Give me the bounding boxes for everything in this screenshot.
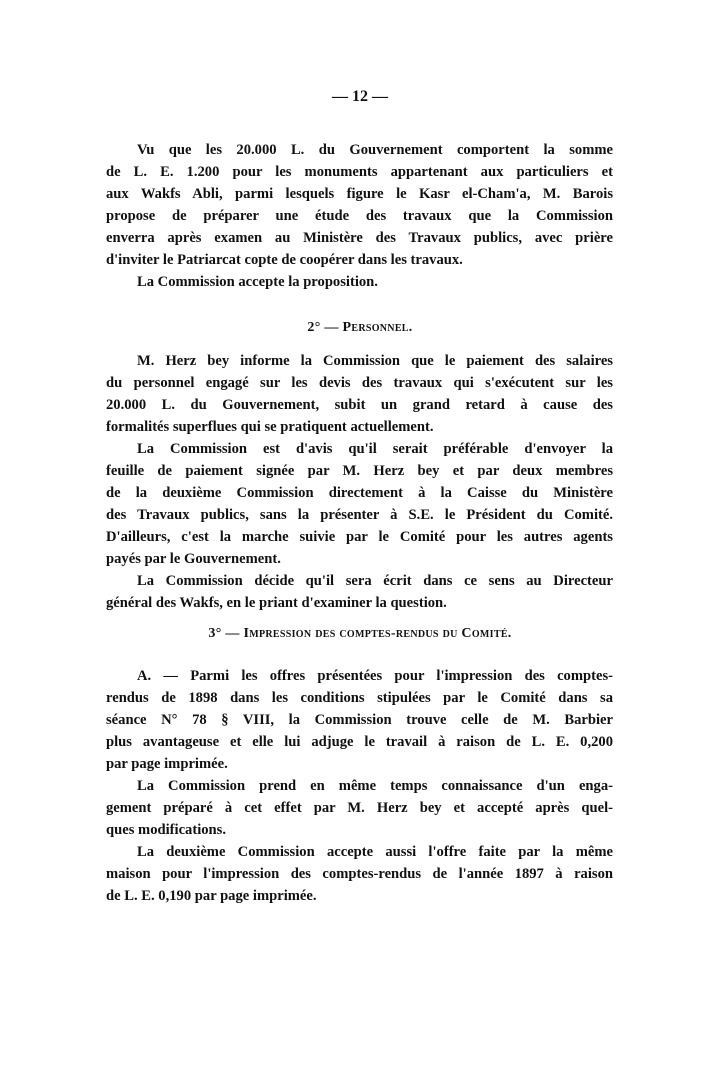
text-line: propose de préparer une étude des travaux que la Commission: [106, 208, 613, 224]
text-line: d'inviter le Patriarcat copte de coopérer dans les travaux.: [106, 252, 463, 268]
text-line: formalités superflues qui se pratiquent actuellement.: [106, 419, 434, 435]
text-line: La Commission décide qu'il sera écrit dans ce sens au Directeur: [137, 573, 613, 589]
text-line: séance N° 78 § VIII, la Commission trouve celle de M. Barbier: [106, 712, 613, 728]
section-body: [106, 350, 613, 614]
text-line: de L. E. 0,190 par page imprimée.: [106, 888, 317, 904]
text-line: général des Wakfs, en le priant d'examiner la question.: [106, 595, 447, 611]
page-number: — 12 —: [332, 88, 388, 105]
paragraph: [106, 775, 613, 841]
text-line: gement préparé à cet effet par M. Herz bey et accepté après quel-: [106, 800, 613, 816]
text-line: A. — Parmi les offres présentées pour l'impression des comptes-: [137, 668, 613, 684]
section-body: [106, 665, 613, 907]
text-line: ques modifications.: [106, 822, 227, 838]
text-line: 20.000 L. du Gouvernement, subit un grand retard à cause des: [106, 397, 613, 413]
text-line: payés par le Gouvernement.: [106, 551, 281, 567]
paragraph: [106, 139, 613, 271]
text-line: La deuxième Commission accepte aussi l'offre faite par la même: [137, 844, 613, 860]
text-line: enverra après examen au Ministère des Travaux publics, avec prière: [106, 230, 613, 246]
paragraph: [106, 841, 613, 907]
text-line: plus avantageuse et elle lui adjuge le travail à raison de L. E. 0,200: [106, 734, 613, 750]
text-line: D'ailleurs, c'est la marche suivie par le Comité pour les autres agents: [106, 529, 613, 545]
text-line: M. Herz bey informe la Commission que le paiement des salaires: [137, 353, 613, 369]
text-line: par page imprimée.: [106, 756, 228, 772]
text-line: de la deuxième Commission directement à la Caisse du Ministère: [106, 485, 613, 501]
text-line: Vu que les 20.000 L. du Gouvernement comportent la somme: [137, 142, 613, 158]
section-heading: 2° — Personnel.: [307, 320, 413, 335]
text-line: feuille de paiement signée par M. Herz bey et par deux membres: [106, 463, 613, 479]
text-line: aux Wakfs Abli, parmi lesquels figure le Kasr el-Cham'a, M. Barois: [106, 186, 613, 202]
text-line: La Commission est d'avis qu'il serait préférable d'envoyer la: [137, 441, 613, 457]
section-heading: 3° — Impression des comptes-rendus du Comité.: [208, 626, 512, 641]
section-body: [106, 139, 613, 293]
paragraph: [106, 271, 613, 293]
text-line: rendus de 1898 dans les conditions stipulées par le Comité dans sa: [106, 690, 613, 706]
text-line: La Commission prend en même temps connaissance d'un enga-: [137, 778, 613, 794]
paragraph: [106, 570, 613, 614]
text-line: des Travaux publics, sans la présenter à S.E. le Président du Comité.: [106, 507, 613, 523]
text-line: du personnel engagé sur les devis des travaux qui s'exécutent sur les: [106, 375, 613, 391]
paragraph: [106, 350, 613, 438]
paragraph: [106, 665, 613, 775]
text-line: La Commission accepte la proposition.: [137, 274, 378, 290]
text-line: maison pour l'impression des comptes-rendus de l'année 1897 à raison: [106, 866, 613, 882]
paragraph: [106, 438, 613, 570]
text-line: de L. E. 1.200 pour les monuments appartenant aux particuliers et: [106, 164, 613, 180]
